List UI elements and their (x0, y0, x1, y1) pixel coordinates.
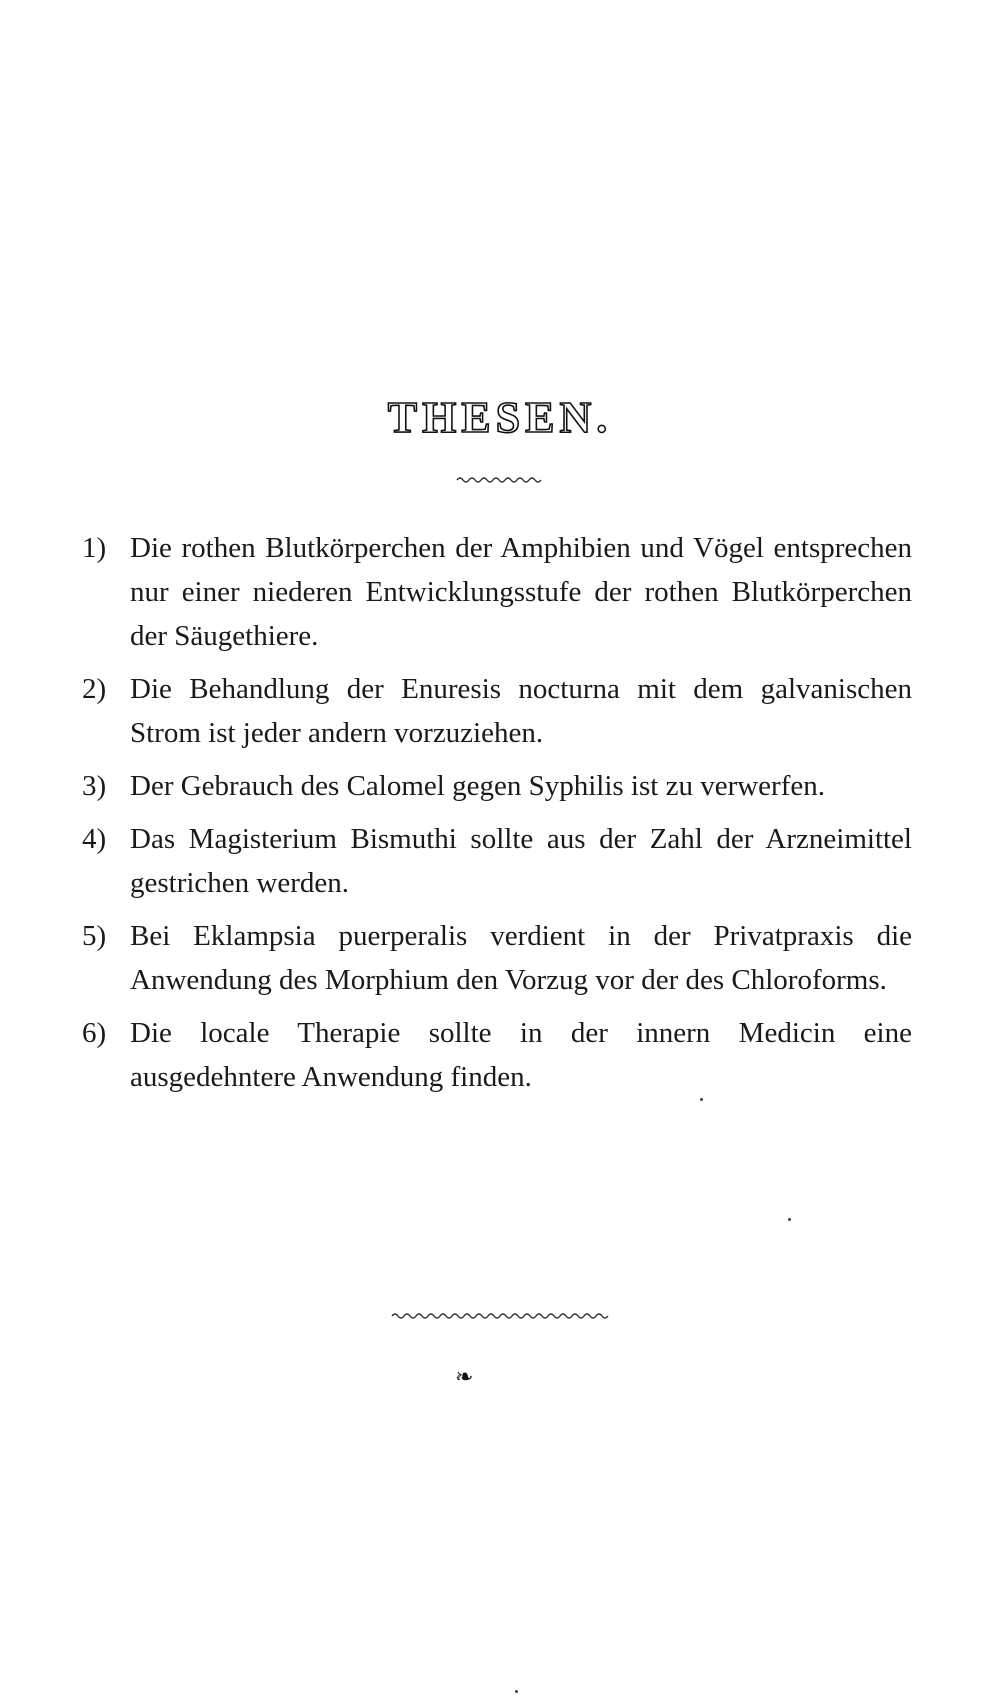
fleuron-icon: ❧ (455, 1364, 474, 1389)
thesis-number: 6) (82, 1017, 107, 1049)
theses-list (82, 526, 912, 1108)
thesis-text: Die rothen Blutkörperchen der Amphibien und Vögel entsprechen nur einer niederen Entwicklungsstufe der rothen Blutkörperchen der Säugethiere. (130, 532, 912, 652)
thesis-text: Bei Eklampsia puerperalis verdient in der Privatpraxis die Anwendung des Morphium den Vorzug vor der des Chloroforms. (130, 920, 912, 996)
thesis-number: 1) (82, 532, 107, 564)
thesis-number: 2) (82, 673, 107, 705)
thesis-text: Das Magisterium Bismuthi sollte aus der Zahl der Arzneimittel gestrichen werden. (130, 823, 912, 899)
specks (515, 1690, 518, 1693)
thesis-item (82, 764, 912, 808)
specks (788, 1218, 791, 1221)
thesis-number: 5) (82, 920, 107, 952)
thesis-item (82, 817, 912, 905)
thesis-text: Der Gebrauch des Calomel gegen Syphilis ist zu verwerfen. (130, 770, 825, 802)
bottom-wavy-ornament (0, 1308, 1000, 1326)
top-wavy-ornament (0, 472, 1000, 490)
thesis-text: Die locale Therapie sollte in der innern Medicin eine ausgedehntere Anwendung finden. (130, 1017, 912, 1093)
thesis-number: 3) (82, 770, 107, 802)
thesis-item (82, 1011, 912, 1099)
thesis-number: 4) (82, 823, 107, 855)
title-block (0, 393, 1000, 442)
thesis-item (82, 667, 912, 755)
thesis-text: Die Behandlung der Enuresis nocturna mit dem galvanischen Strom ist jeder andern vorzuziehen. (130, 673, 912, 749)
specks (700, 1098, 703, 1101)
wavy-line-icon (390, 1311, 610, 1321)
wavy-line-icon (455, 475, 545, 485)
thesis-item (82, 526, 912, 658)
page-title: THESEN. (387, 393, 613, 442)
thesis-item (82, 914, 912, 1002)
